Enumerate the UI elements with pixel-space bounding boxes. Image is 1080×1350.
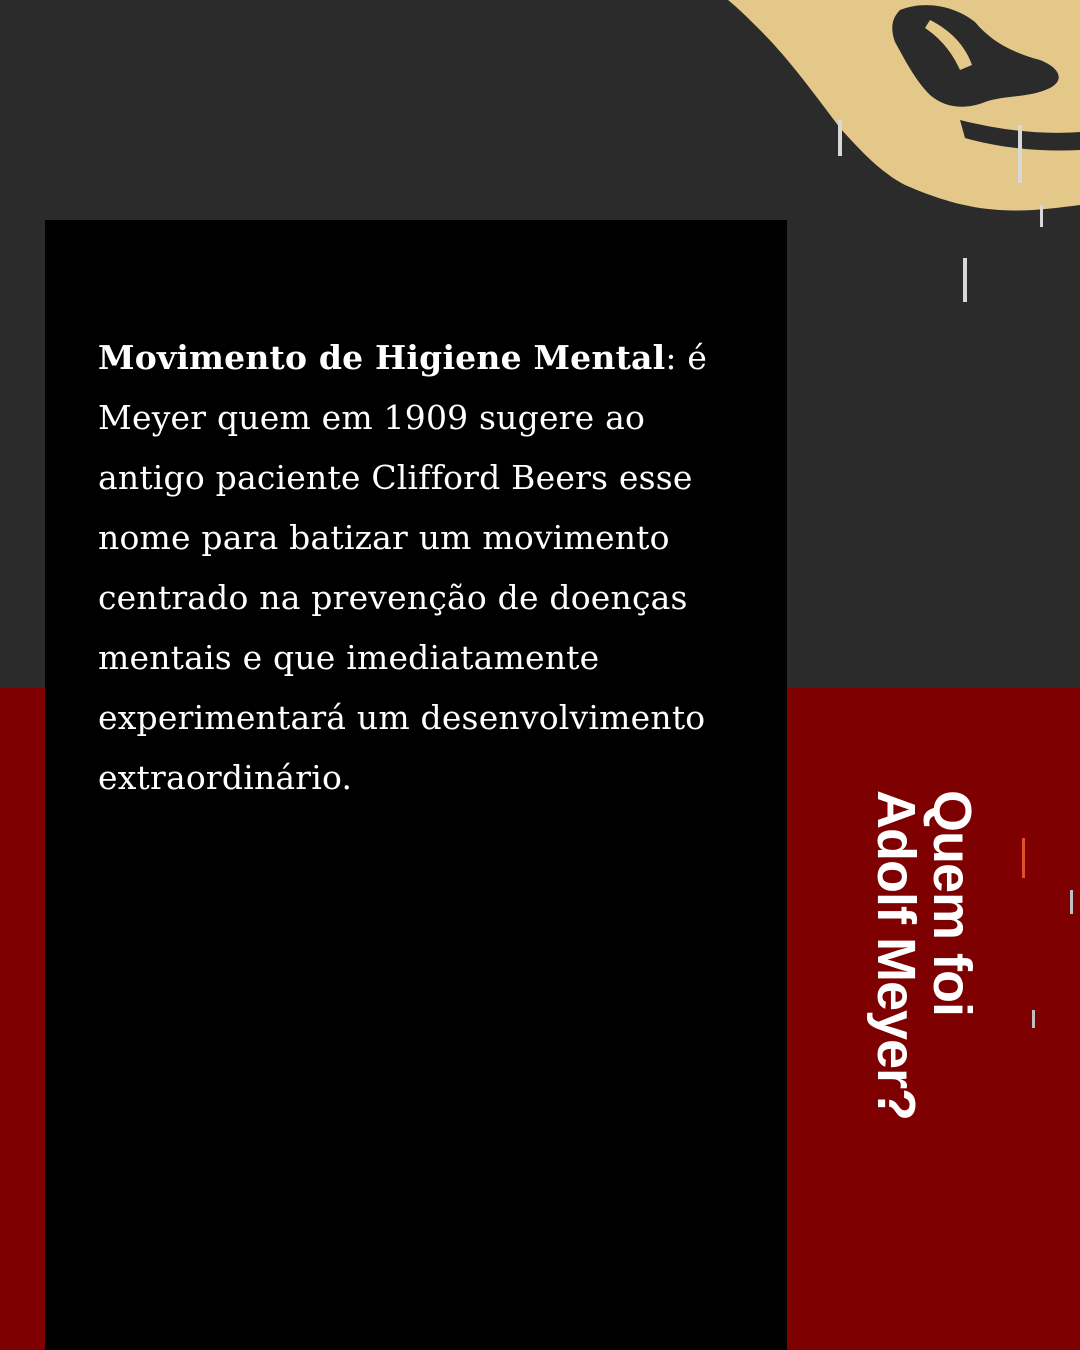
card-body: : é Meyer quem em 1909 sugere ao antigo paciente Clifford Beers esse nome para batizar um movimento centrado na prevenção de doenças mentais e que imediatamente experimentará um desenvolvimento extraordinário. [98, 338, 708, 797]
side-title-line1: Quem foi [922, 790, 982, 1017]
card-paragraph [98, 328, 748, 808]
side-title [860, 790, 980, 1300]
side-title-line2: Adolf Meyer? [866, 790, 926, 1121]
card-heading: Movimento de Higiene Mental [98, 338, 666, 377]
text-card [45, 220, 787, 1350]
